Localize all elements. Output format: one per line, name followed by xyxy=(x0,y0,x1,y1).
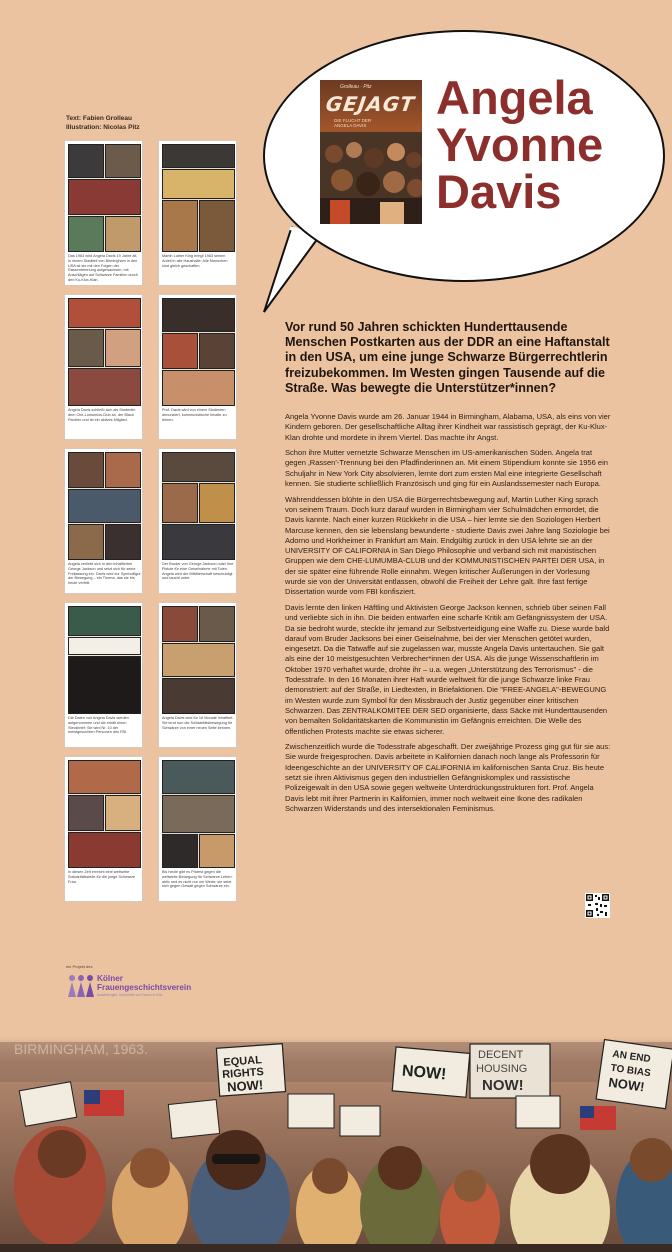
svg-text:DECENT: DECENT xyxy=(478,1049,524,1061)
comic-page xyxy=(68,606,141,714)
body-paragraph: Schon ihre Mutter vernetzte Schwarze Menschen im US-amerikanischen Süden. Angela trat gegen ‚Rassen'-Trennung bei den Pfadfinderinnen an. Mit einem Stipendium konnte sie 1956 ein Schuljahr in New York City absolvieren, lernte dort zum ersten Mal eine integrierte Gesellschaft kennen. Sie studierte schließlich Französisch und ging für ein Auslandssemester nach Europa. xyxy=(285,448,608,489)
comic-page xyxy=(68,452,141,560)
svg-text:NOW!: NOW! xyxy=(226,1077,264,1095)
thumbnail-caption: Bis heute gibt es Protest gegen die weltweite Bewegung für Schwarze Leben: aktiv und es nicht nur um Werte; sie setzt sich gegen Gewalt gegen Schwarze ein. xyxy=(162,870,233,889)
organization-tagline: Ausstellungen, Geschichte von Frauen in Köln xyxy=(97,993,163,997)
thumbnail-caption: Angela verliebt sich in den inhaftierten George Jackson und setzt sich für seine Freilassung ein. Davis wird zur Symbolfigur der Bewegung – ein Thema, das sie bis heute vertritt. xyxy=(68,562,141,586)
body-paragraph: Angela Yvonne Davis wurde am 26. Januar 1944 in Birmingham, Alabama, USA, als eins von vier Kindern geboren. Der gesellschaftliche Alltag ihrer Kindheit war rassistisch geprägt, der Ku-Klux-Klan drohte und mordete in ihrem Viertel. Das machte ihr Angst. xyxy=(285,412,611,442)
comic-thumbnail xyxy=(64,448,143,594)
svg-text:AN END: AN END xyxy=(611,1048,652,1066)
illustration-credit: Illustration: Nicolas Pitz xyxy=(66,124,140,131)
credits xyxy=(66,114,140,132)
thumbnail-caption: Der Bruder von George Jackson nutzt Ihre Pistole für eine Geiselnahme mit Toten. Angela wird der Mittäterschaft beschuldigt und taucht unter. xyxy=(162,562,234,581)
comic-thumbnail xyxy=(64,140,143,286)
comic-thumbnail xyxy=(158,140,237,286)
svg-text:NOW!: NOW! xyxy=(401,1062,447,1084)
article-body xyxy=(285,412,611,819)
svg-text:RIGHTS: RIGHTS xyxy=(221,1066,265,1081)
comic-page xyxy=(68,298,141,406)
cover-subtitle: DIE FLUCHT DER ANGELA DAVIS xyxy=(334,118,372,128)
comic-page xyxy=(162,452,235,560)
svg-text:NOW!: NOW! xyxy=(482,1077,524,1094)
thumbnail-caption: In diesen Zeit erreicht eine weltweite Solidaritätswelle für die junge Schwarze Frau. xyxy=(68,870,136,884)
text-credit: Text: Fabien Grolleau xyxy=(66,115,132,122)
comic-thumbnail xyxy=(64,602,143,748)
thumbnail-caption: Martin Luther King bringt 1963 seinen Anteil in alle Haushalte: Alle Menschen sind gleich geschaffen. xyxy=(162,254,228,268)
thumbnail-caption: Die Daten von Angela Davis werden aufgenommen und sie erhält einen Steckbrief: Sie wird Nr. 10 der meistgesuchten Personen des FBI. xyxy=(68,716,129,735)
svg-text:HOUSING: HOUSING xyxy=(476,1063,528,1075)
svg-text:EQUAL: EQUAL xyxy=(223,1054,263,1069)
body-paragraph: Währenddessen blühte in den USA die Bürgerrechtsbewegung auf, Martin Luther King sprach von seinem Traum. Doch kurz darauf wurden in Birmingham vier Schulmädchen ermordet, die Davis kannte. Nach einer kurzen Rückkehr in die USA – hier lernte sie den Soziologen Herbert Marcuse kennen, den sie lebenslang bewunderte - studierte Davis zwei Jahre lang Soziologie bei Adorno und Horkheimer in Frankfurt am Main. Endgültig zurück in den USA lehrte sie an der UNIVERSITY OF CALIFORNIA in San Diego Philosophie und verband sich mit marxistischen Gruppen wie dem CHE-LUMUMBA-CLUB und der KOMMUNISTISCHEN PARTEI DER USA, in der sie später eine führende Rolle einnahm. Wegen kritischer Äußerungen in der Vorlesung wurde sie von der Universität entlassen, obwohl die Freiheit der Lehre galt. Ihre fast fertige Dissertation wurde vom FBI konfisziert. xyxy=(285,494,610,597)
person-name xyxy=(436,71,604,218)
comic-thumbnail xyxy=(158,294,237,440)
thumbnail-caption: Das 1963 wird Angela Davis 19 Jahre alt. In einem Stadtteil von Birmingham in den USA ist sie mit den Folgen der Rassentrennung aufgewachsen, mit Anschlägen auf Schwarze Familien durch den Ku-Klux-Klan. xyxy=(68,254,138,282)
project-label: ein Projekt des xyxy=(66,964,93,969)
frauengeschichtsverein-logo xyxy=(66,970,96,998)
body-paragraph: Zwischenzeitlich wurde die Todesstrafe abgeschafft. Der zweijährige Prozess ging gut für sie aus: Sie wurde freigesprochen. Davis arbeitete in Kalifornien danach noch lange als Professorin für Ideengeschichte an der UNIVERSITY OF CALIFORNIA im kalifornischen Santa Cruz. Bis heute setzt sie ihren Aktivismus gegen den industriellen Gefängniskomplex und rassistische Polizeigewalt in den USA sowie gegen weltweite Unterdrückungsstrukturen fort. Prof. Angela Davis lebt mit ihrer Partnerin in Kalifornien, immer noch weltweit eine Ikone des radikalen Schwarzen Widerstands und des intersektionalen Feminismus. xyxy=(285,742,611,813)
cover-title: GEJAGT xyxy=(324,92,417,116)
lead-paragraph: Vor rund 50 Jahren schickten Hunderttausende Menschen Postkarten aus der DDR an eine Haftanstalt in den USA, um eine junge Schwarze Bürgerrechtlerin freizubekommen. Im Westen gingen Tausende auf die Straße. Was bewegte die Unterstützer*innen? xyxy=(285,320,610,395)
name-line-1: Angela xyxy=(436,71,593,124)
book-cover xyxy=(320,80,422,224)
thumbnail-caption: Prof. Davis wird von einem Studenten denunziert, kommunistische Inhalte zu lehren. xyxy=(162,408,227,422)
comic-page xyxy=(162,760,235,868)
comic-page xyxy=(68,760,141,868)
thumbnail-caption: Angela Davis schließt sich als Studentin dem Che-Lumumba-Club an, der Black Panther und ist ein aktives Mitglied. xyxy=(68,408,136,422)
comic-thumbnail xyxy=(158,448,237,594)
comic-thumbnail xyxy=(158,602,237,748)
comic-page xyxy=(162,144,235,252)
protest-sign xyxy=(216,1044,285,1096)
qr-code-icon[interactable] xyxy=(585,893,610,918)
svg-text:NOW!: NOW! xyxy=(607,1074,646,1095)
comic-page xyxy=(68,144,141,252)
svg-text:TO BIAS: TO BIAS xyxy=(609,1062,652,1080)
name-line-2: Yvonne xyxy=(436,118,604,171)
organization-name: Kölner Frauengeschichtsverein xyxy=(97,974,192,992)
thumbnail-caption: Angela Davis wird für 16 Monate inhaftiert. Sie lernt nun die Solidaritätsbewegung für Schwarze von einer neuen Seite kennen. xyxy=(162,716,234,730)
name-line-3: Davis xyxy=(436,165,562,218)
comic-page xyxy=(162,298,235,406)
cover-illustration xyxy=(320,132,422,224)
comic-thumbnail xyxy=(64,294,143,440)
city-sign: BIRMINGHAM, 1963. xyxy=(14,1041,148,1057)
comic-thumbnail xyxy=(64,756,143,902)
comic-thumbnail xyxy=(158,756,237,902)
cover-authors: Grolleau · Pitz xyxy=(340,84,372,90)
comic-page xyxy=(162,606,235,714)
civil-rights-march-illustration xyxy=(0,1036,672,1252)
body-paragraph: Davis lernte den linken Häftling und Aktivisten George Jackson kennen, schrieb über seinen Fall und verliebte sich in ihn. Die beiden entwarfen eine scharfe Kritik am Gefängnissystem der USA. Da sie bedroht wurde, steckte ihr jemand zur Selbstverteidigung eine Waffe zu. Diese wurde bald darauf vom Bruder Jacksons bei einer Geiselnahme, bei der vier Menschen getötet wurden, eingesetzt. Da die Tatwaffe auf sie zugelassen war, musste Angela Davis untertauchen. Sie galt als eine der 10 meistgesuchten Verbrecher*innen der USA. Als die junge Wissenschaftlerin im Oktober 1970 verhaftet wurde, drohte ihr – u.a. wegen „Unterstützung des Terrorismus" - die Todesstrafe. In den 16 Monaten ihrer Haft wurde weltweit für die junge Schwarze linke Frau demonstriert: auf der Straße, in Liedtexten, in Briefaktionen. Die "FREE-ANGELA"-BEWEGUNG im Westen wurde zum Symbol für den Missbrauch der Justiz gegenüber einer kritischen Schwarzen. Das ZENTRALKOMITEE DER SED organisierte, dass Säcke mit Hunderttausenden von bemalten Solidaritätskarten die Kommunistin im Gefängnis erreichten. Die Welle des öffentlichen Protests machte sie etwas sicherer. xyxy=(285,602,610,736)
